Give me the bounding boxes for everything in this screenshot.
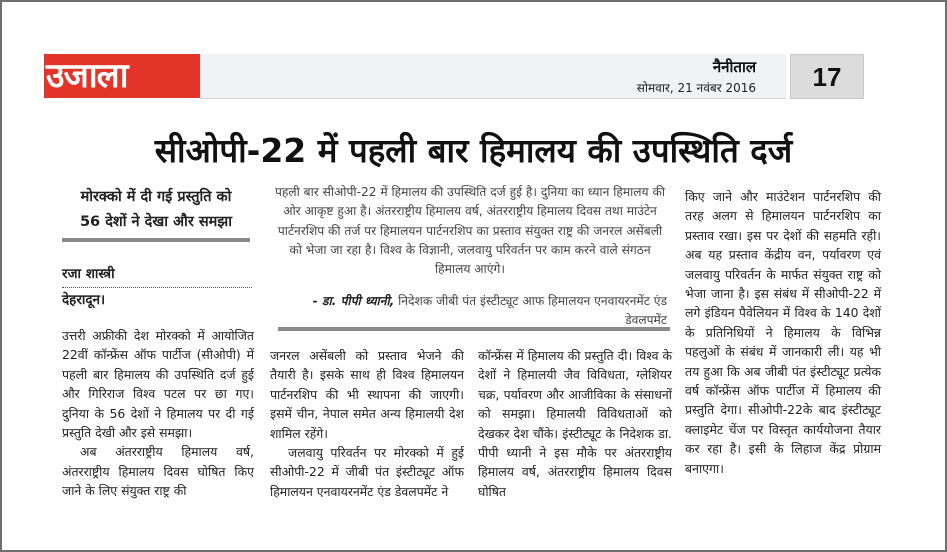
edition-date: सोमवार, 21 नवंबर 2016 [636, 81, 756, 95]
paragraph: किए जाने और माउंटेशन पार्टनरशिप की तरह अलग से हिमालयन पार्टनरशिप का प्रस्ताव रखा। इस पर देशों की सहमति रही। अब यह प्रस्ताव केंद्रीय वन, पर्यावरण एवं जलवायु परिवर्तन के मार्फत संयुक्त राष्ट्र को भेजा जाना है। इस संबंध में सीओपी-22 में लगे इंडियन पैवेलियन में विश्व के 140 देशों के प्रतिनिधियों ने हिमालय के विभिन्न पहलुओं के संबंध में जानकारी ली। यह भी तय हुआ कि अब जीबी पंत इंस्टीट्यूट प्रत्येक वर्ष कॉन्फ्रेंस ऑफ पार्टीज में हिमालय की प्रस्तुति देगा। सीओपी-22के बाद इंस्टीट्यूट क्लाइमेट चेंज पर विस्तृत कार्ययोजना तैयार कर रहा है। इसी के लिहाज केंद्र प्रोग्राम बनाएगा। [685, 189, 881, 476]
subheadline-rule [62, 238, 250, 242]
byline-divider [62, 287, 252, 288]
masthead-bar [200, 54, 786, 99]
headline: सीओपी-22 में पहली बार हिमालय की उपस्थिति दर्ज [154, 131, 793, 170]
quote-speaker: - डा. पीपी ध्यानी, [312, 294, 395, 308]
paragraph: उत्तरी अफ्रीकी देश मोरक्को में आयोजित 22वीं कॉन्फ्रेंस ऑफ पार्टीज (सीओपी) में पहली बार हिमालय की उपस्थिति दर्ज हुई और गिरिराज विश्व पटल पर छा गए। दुनिया के 56 देशों ने हिमालय पर दी गई प्रस्तुति देखी और इसे समझा। [62, 328, 254, 441]
paragraph: अब अंतरराष्ट्रीय हिमालय वर्ष, अंतरराष्ट्रीय हिमालय दिवस घोषित किए जाने के लिए संयुक्त राष्ट्र की [62, 444, 254, 499]
subheadline-line-2: 56 देशों ने देखा और समझा [79, 214, 233, 230]
paragraph: कॉन्फ्रेंस में हिमालय की प्रस्तुति दी। विश्व के देशों ने हिमालयी जैव विविधता, ग्लेशियर चक्र, पर्यावरण और आजीविका के संसाधनों को समझा। हिमालयी विविधताओं को देखकर देश चौंके। इंस्टीट्यूट के निदेशक डा. पीपी ध्यानी ने इस मौके पर अंतरराष्ट्रीय हिमालय वर्ष, अंतरराष्ट्रीय हिमालय दिवस घोषित [478, 348, 672, 499]
subheadline [60, 185, 252, 235]
paragraph: जलवायु परिवर्तन पर मोरक्को में हुई सीओपी-22 में जीबी पंत इंस्टीट्यूट ऑफ हिमालयन एनवायरनमेंट एंड डेवलपमेंट ने [270, 445, 464, 499]
masthead [44, 54, 864, 98]
article-column-2 [270, 346, 464, 501]
byline: रजा शास्त्री [62, 266, 115, 282]
article-column-1 [62, 326, 254, 501]
article-column-4 [685, 187, 881, 478]
dateline: देहरादून। [62, 292, 106, 308]
quote-rule [278, 327, 670, 331]
page-number: 17 [790, 54, 864, 99]
newspaper-logo: उजाला [44, 54, 202, 98]
pull-quote: पहली बार सीओपी-22 में हिमालय की उपस्थिति दर्ज हुई है। दुनिया का ध्यान हिमालय की ओर आकृष्ट हुआ है। अंतरराष्ट्रीय हिमालय वर्ष, अंतरराष्ट्रीय हिमालय दिवस तथा माउंटेन पार्टनरशिप की तर्ज पर हिमालयन पार्टनरशिप का प्रस्ताव संयुक्त राष्ट्र की जनरल असेंबली को भेजा जा रहा है। विश्व के विज्ञानी, जलवायु परिवर्तन पर काम करने वाले संगठन हिमालय आएंगे। [274, 185, 666, 277]
article-column-3 [478, 346, 672, 501]
edition-city: नैनीताल [712, 58, 756, 76]
paragraph: जनरल असेंबली को प्रस्ताव भेजने की तैयारी है। इसके साथ ही विश्व हिमालयन पार्टनरशिप की भी स्थापना की जाएगी। इसमें चीन, नेपाल समेत अन्य हिमालयी देश शामिल रहेंगे। [270, 348, 464, 441]
quote-designation: निदेशक जीबी पंत इंस्टीट्यूट आफ हिमालयन एनवायरनमेंट एंड डेवलपमेंट [398, 294, 667, 327]
quote-attribution [270, 292, 667, 330]
subheadline-line-1: मोरक्को में दी गई प्रस्तुति को [80, 189, 232, 205]
